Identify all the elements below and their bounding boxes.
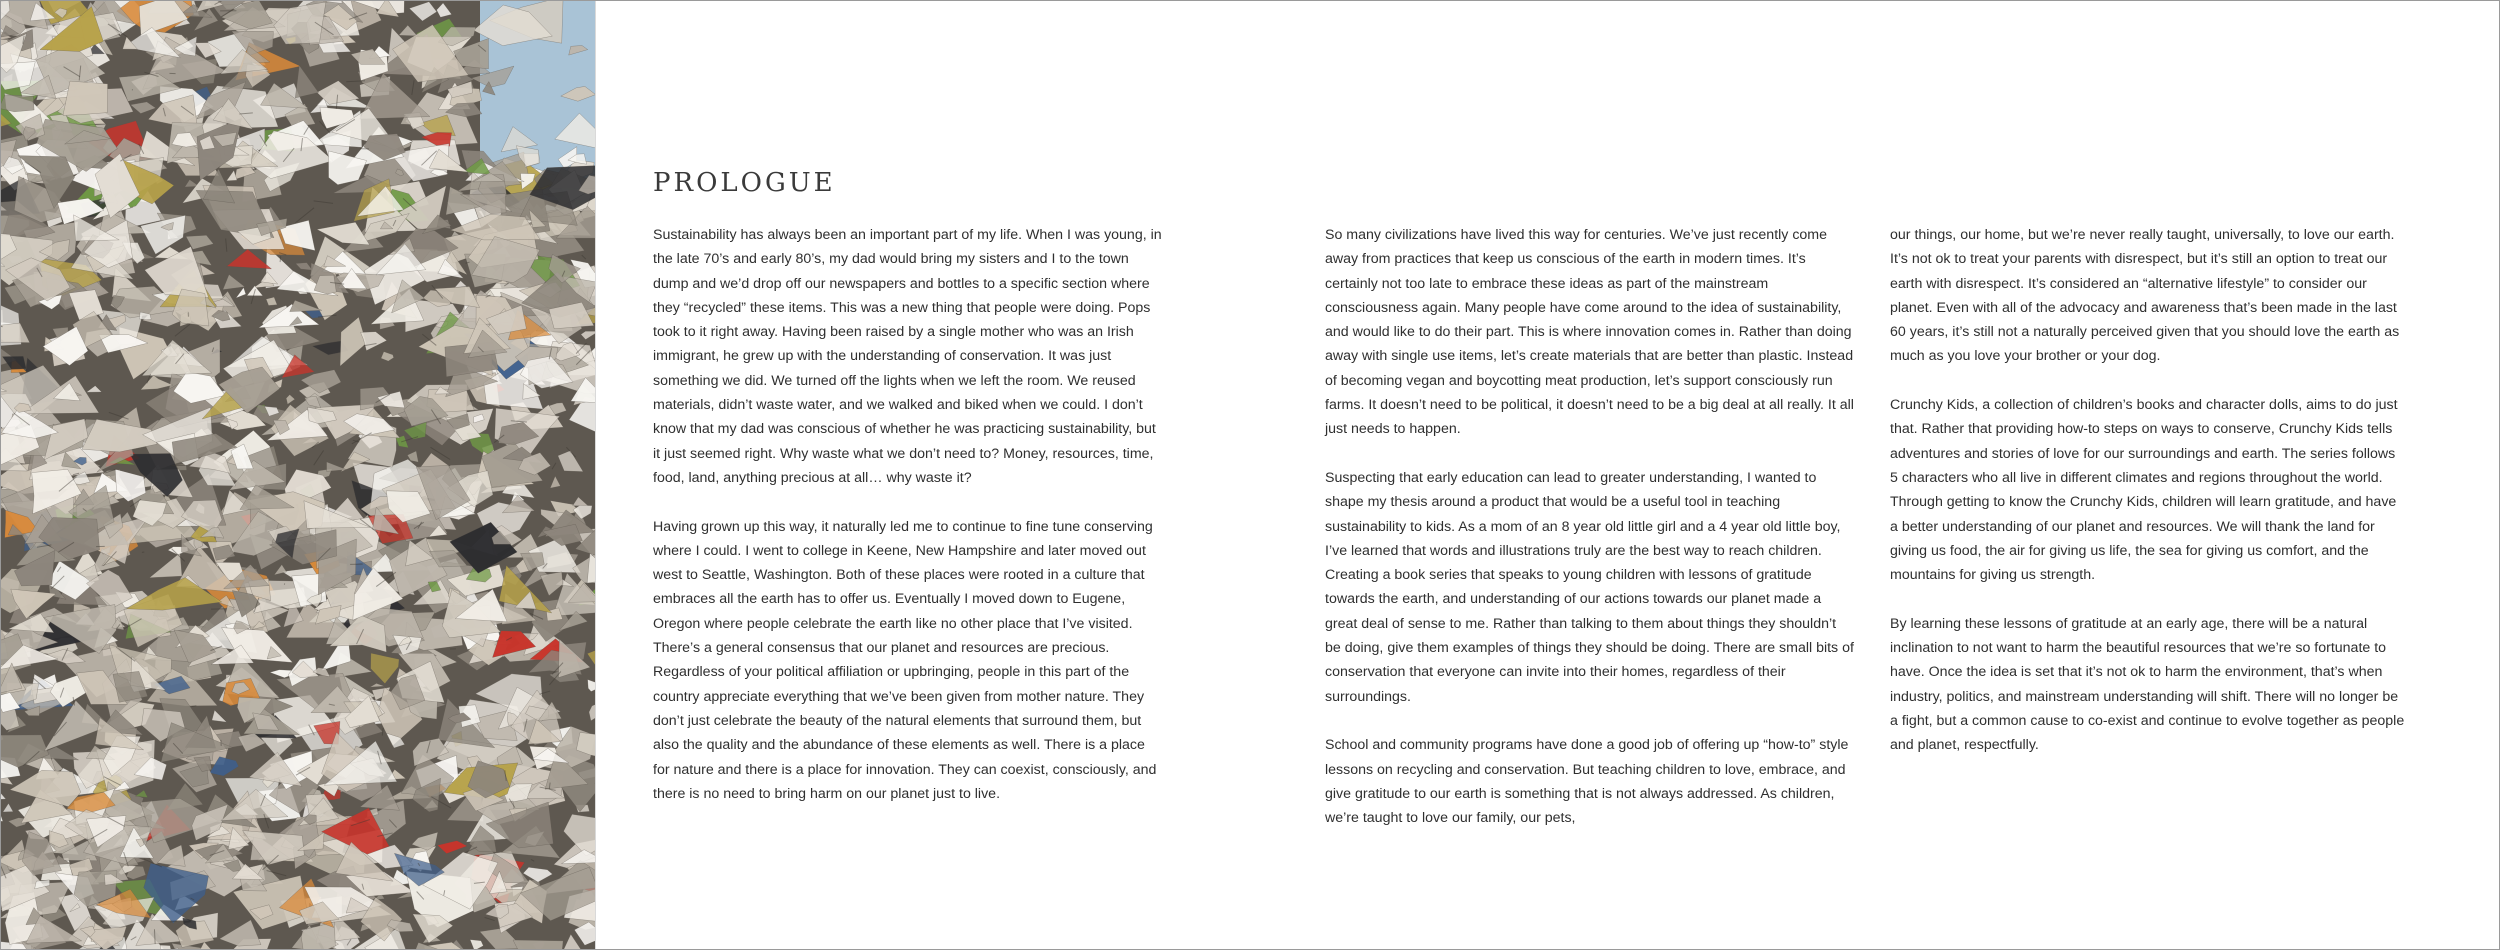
page-title: PROLOGUE [653, 168, 836, 198]
paragraph: Sustainability has always been an important part of my life. When I was young, in the late 70’s and early 80’s, my dad would bring my sisters and I to the town dump and we’d drop off our newspapers and bottles to a specific section where they “recycled” these items. This was a new thing that people were doing. Pops took to it right away. Having been raised by a single mother who was an Irish immigrant, he grew up with the understanding of conservation. It was just something we did. We turned off the lights when we left the room. We reused materials, didn’t waste water, and we walked and biked when we could. I don’t know that my dad was conscious of whether he was practicing sustainability, but it just seemed right. Why waste what we don’t need to? Money, resources, time, food, land, anything precious at all… why waste it? [653, 227, 1162, 486]
paragraph: Suspecting that early education can lead to greater understanding, I wanted to shape my thesis around a product that would be a useful tool in teaching sustainability to kids. As a mom of an 8 year old little girl and a 4 year old little boy, I’ve learned that words and illustrations truly are the best way to reach children. Creating a book series that speaks to young children with lessons of gratitude towards the earth, and understanding of our actions towards our planet made a great deal of sense to me. Rather than talking to them about things they shouldn’t be doing, give them examples of things they should be doing. There are small bits of conservation that everyone can invite into their homes, regardless of their surroundings. [1325, 469, 1854, 705]
paper-scrap [63, 81, 108, 115]
paragraph: Having grown up this way, it naturally led me to continue to fine tune conserving where I could. I went to college in Keene, New Hampshire and later moved out west to Seattle, Washington. Both of these places were rooted in a culture that embraces all the earth has to offer us. Eventually I moved down to Eugene, Oregon where people celebrate the earth like no other place that I’ve visited. There’s a general consensus that our planet and resources are precious. Regardless of your political affiliation or upbringing, people in this part of the country appreciate everything that we’ve been given from mother nature. They don’t just celebrate the beauty of the natural elements that surround them, but also the quality and the abundance of these elements as well. There is a place for nature and there is a place for innovation. They can coexist, consciously, and there is no need to bring harm on our planet just to live. [653, 518, 1157, 802]
paragraph: School and community programs have done a good job of offering up “how-to” style lessons on recycling and conservation. But teaching children to love, embrace, and give gratitude to our earth is something that is not always addressed. As children, we’re taught to love our family, our pets, [1325, 737, 1849, 827]
text-column-left [653, 223, 1163, 830]
paper-scrap [0, 95, 34, 112]
page-divider [595, 0, 596, 950]
paragraph: So many civilizations have lived this way for centuries. We’ve just recently come away from practices that keep us conscious of the earth in modern times. It’s certainly not too late to embrace these ideas as part of the mainstream consciousness again. Many people have come around to the idea of sustainability, and would like to do their part. This is where innovation comes in. Rather than doing away with single use items, let’s create materials that are better than plastic. Instead of becoming vegan and boycotting meat production, let’s support consciously run farms. It doesn’t need to be political, it doesn’t need to be a big deal at all really. It all just needs to happen. [1325, 227, 1854, 438]
paper-bale-image [0, 0, 595, 950]
text-column-right [1890, 223, 2405, 782]
paragraph: Crunchy Kids, a collection of children’s books and character dolls, aims to do just that. Rather that providing how-to steps on ways to conserve, Crunchy Kids tells adventures and stories of love for our surroundings and earth. The series follows 5 characters who all live in different climates and regions throughout the world. Through getting to know the Crunchy Kids, children will learn gratitude, and have a better understanding of our planet and resources. We will thank the land for giving us food, the air for giving us life, the sea for giving us comfort, and the mountains for giving us strength. [1890, 397, 2398, 584]
recycled-paper-photo [0, 0, 595, 950]
text-column-middle [1325, 223, 1855, 855]
crease-line [280, 256, 281, 262]
paragraph: By learning these lessons of gratitude at an early age, there will be a natural inclination to not want to harm the beautiful resources that we’re so fortunate to have. Once the idea is set that it’s not ok to harm the environment, that’s when industry, politics, and mainstream understanding will shift. There will no longer be a fight, but a common cause to co-exist and continue to evolve together as people and planet, respectfully. [1890, 615, 2405, 754]
paper-scrap [513, 940, 563, 950]
crease-line [154, 929, 155, 944]
paragraph: our things, our home, but we’re never really taught, universally, to love our earth. It’s not ok to treat your parents with disrespect, but it’s still an option to treat our earth with disrespect. It’s considered an “alternative lifestyle” to consider our planet. Even with all of the advocacy and awareness that’s been made in the last 60 years, it’s still not a naturally perceived given that you should love the earth as much as you love your brother or your dog. [1890, 227, 2400, 365]
paper-scrap [160, 945, 172, 950]
